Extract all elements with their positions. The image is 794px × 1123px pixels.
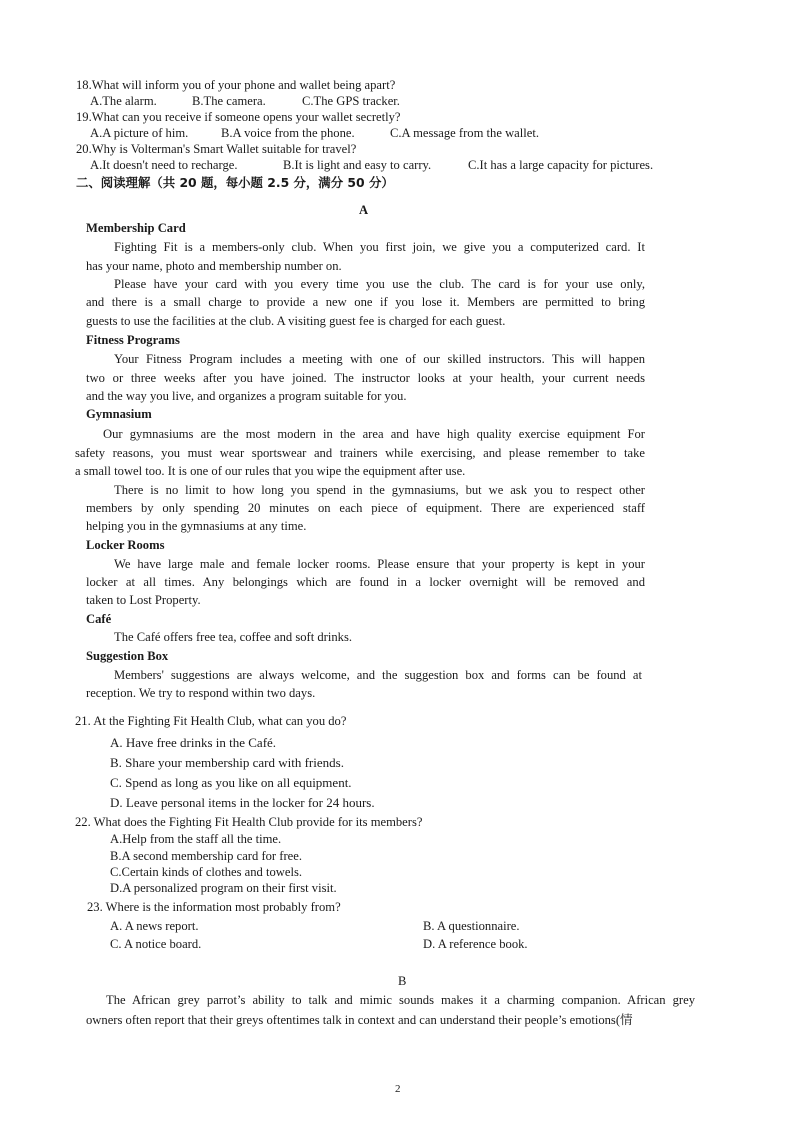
question-20-stem: 20.Why is Volterman's Smart Wallet suitable for travel? bbox=[76, 142, 357, 156]
question-19-option-c: C.A message from the wallet. bbox=[390, 126, 539, 140]
question-21-option-b: B. Share your membership card with friends. bbox=[110, 755, 344, 770]
gymnasium-heading: Gymnasium bbox=[86, 407, 152, 421]
paragraph-line: guests to use the facilities at the club. A visiting guest fee is charged for each guest. bbox=[86, 314, 506, 328]
question-22-option-c: C.Certain kinds of clothes and towels. bbox=[110, 865, 303, 879]
question-22-option-b: B.A second membership card for free. bbox=[110, 849, 302, 863]
question-20-option-a: A.It doesn't need to recharge. bbox=[90, 158, 238, 172]
paragraph-line: We have large male and female locker rooms. Please ensure that your property is kept in your bbox=[114, 557, 645, 571]
question-18-option-c: C.The GPS tracker. bbox=[302, 94, 400, 108]
question-18-option-b: B.The camera. bbox=[192, 94, 266, 108]
paragraph-line: Fighting Fit is a members-only club. When you first join, we give you a computerized card. It bbox=[114, 240, 645, 254]
question-21-option-a: A. Have free drinks in the Café. bbox=[110, 735, 277, 750]
question-22-stem: 22. What does the Fighting Fit Health Club provide for its members? bbox=[75, 815, 423, 829]
question-21-option-c: C. Spend as long as you like on all equipment. bbox=[110, 775, 352, 790]
paragraph-line: and there is a small charge to provide a new one if you lose it. Members are permitted to bring bbox=[86, 295, 645, 309]
paragraph-line: has your name, photo and membership number on. bbox=[86, 259, 342, 273]
paragraph-line: reception. We try to respond within two days. bbox=[86, 686, 316, 700]
page-number: 2 bbox=[395, 1083, 401, 1095]
paragraph-line: The African grey parrot’s ability to talk and mimic sounds makes it a charming companion. African grey bbox=[106, 993, 695, 1007]
question-19-option-a: A.A picture of him. bbox=[90, 126, 189, 140]
fitness-programs-heading: Fitness Programs bbox=[86, 333, 180, 347]
paragraph-line: members by only spending 20 minutes on each piece of equipment. There are experienced staff bbox=[86, 501, 645, 515]
question-23-option-d: D. A reference book. bbox=[423, 937, 528, 951]
cafe-heading: Café bbox=[86, 612, 112, 626]
paragraph-line: a small towel too. It is one of our rules that you wipe the equipment after use. bbox=[75, 464, 466, 478]
paragraph-line: owners often report that their greys oftentimes talk in context and can understand their people’s emotions(情 bbox=[86, 1013, 633, 1027]
question-18-stem: 18.What will inform you of your phone and wallet being apart? bbox=[76, 78, 396, 92]
section-heading: 二、阅读理解（共 20 题，每小题 2.5 分，满分 50 分） bbox=[76, 175, 394, 190]
question-23-option-b: B. A questionnaire. bbox=[423, 919, 520, 933]
paragraph-line: There is no limit to how long you spend in the gymnasiums, but we ask you to respect other bbox=[114, 483, 645, 497]
question-20-option-c: C.It has a large capacity for pictures. bbox=[468, 158, 654, 172]
question-22-option-a: A.Help from the staff all the time. bbox=[110, 832, 282, 846]
paragraph-line: locker at all times. Any belongings which are found in a locker overnight will be removed and bbox=[86, 575, 645, 589]
paragraph-line: two or three weeks after you have joined. The instructor looks at your health, your current needs bbox=[86, 371, 645, 385]
question-18-option-a: A.The alarm. bbox=[90, 94, 157, 108]
paragraph-line: Our gymnasiums are the most modern in the area and have high quality exercise equipment For bbox=[103, 427, 645, 441]
question-22-option-d: D.A personalized program on their first visit. bbox=[110, 881, 337, 895]
paragraph-line: safety reasons, you must wear sportswear and trainers while exercising, and please remember to take bbox=[75, 446, 645, 460]
question-23-stem: 23. Where is the information most probably from? bbox=[87, 900, 341, 914]
paragraph-line: The Café offers free tea, coffee and soft drinks. bbox=[114, 630, 353, 644]
paragraph-line: Please have your card with you every time you use the club. The card is for your use only, bbox=[114, 277, 645, 291]
question-19-stem: 19.What can you receive if someone opens your wallet secretly? bbox=[76, 110, 401, 124]
passage-b-label: B bbox=[398, 974, 407, 988]
paragraph-line: Your Fitness Program includes a meeting with one of our skilled instructors. This will happen bbox=[114, 352, 645, 366]
paragraph-line: helping you in the gymnasiums at any time. bbox=[86, 519, 307, 533]
question-23-option-a: A. A news report. bbox=[110, 919, 199, 933]
paragraph-line: Members' suggestions are always welcome, and the suggestion box and forms can be found at bbox=[114, 668, 642, 682]
locker-rooms-heading: Locker Rooms bbox=[86, 538, 165, 552]
question-20-option-b: B.It is light and easy to carry. bbox=[283, 158, 432, 172]
passage-a-label: A bbox=[359, 203, 369, 217]
suggestion-box-heading: Suggestion Box bbox=[86, 649, 169, 663]
paragraph-line: and the way you live, and organizes a program suitable for you. bbox=[86, 389, 407, 403]
question-21-option-d: D. Leave personal items in the locker for 24 hours. bbox=[110, 795, 375, 810]
question-19-option-b: B.A voice from the phone. bbox=[221, 126, 355, 140]
question-23-option-c: C. A notice board. bbox=[110, 937, 202, 951]
membership-card-heading: Membership Card bbox=[86, 221, 186, 235]
question-21-stem: 21. At the Fighting Fit Health Club, what can you do? bbox=[75, 714, 347, 728]
paragraph-line: taken to Lost Property. bbox=[86, 593, 201, 607]
